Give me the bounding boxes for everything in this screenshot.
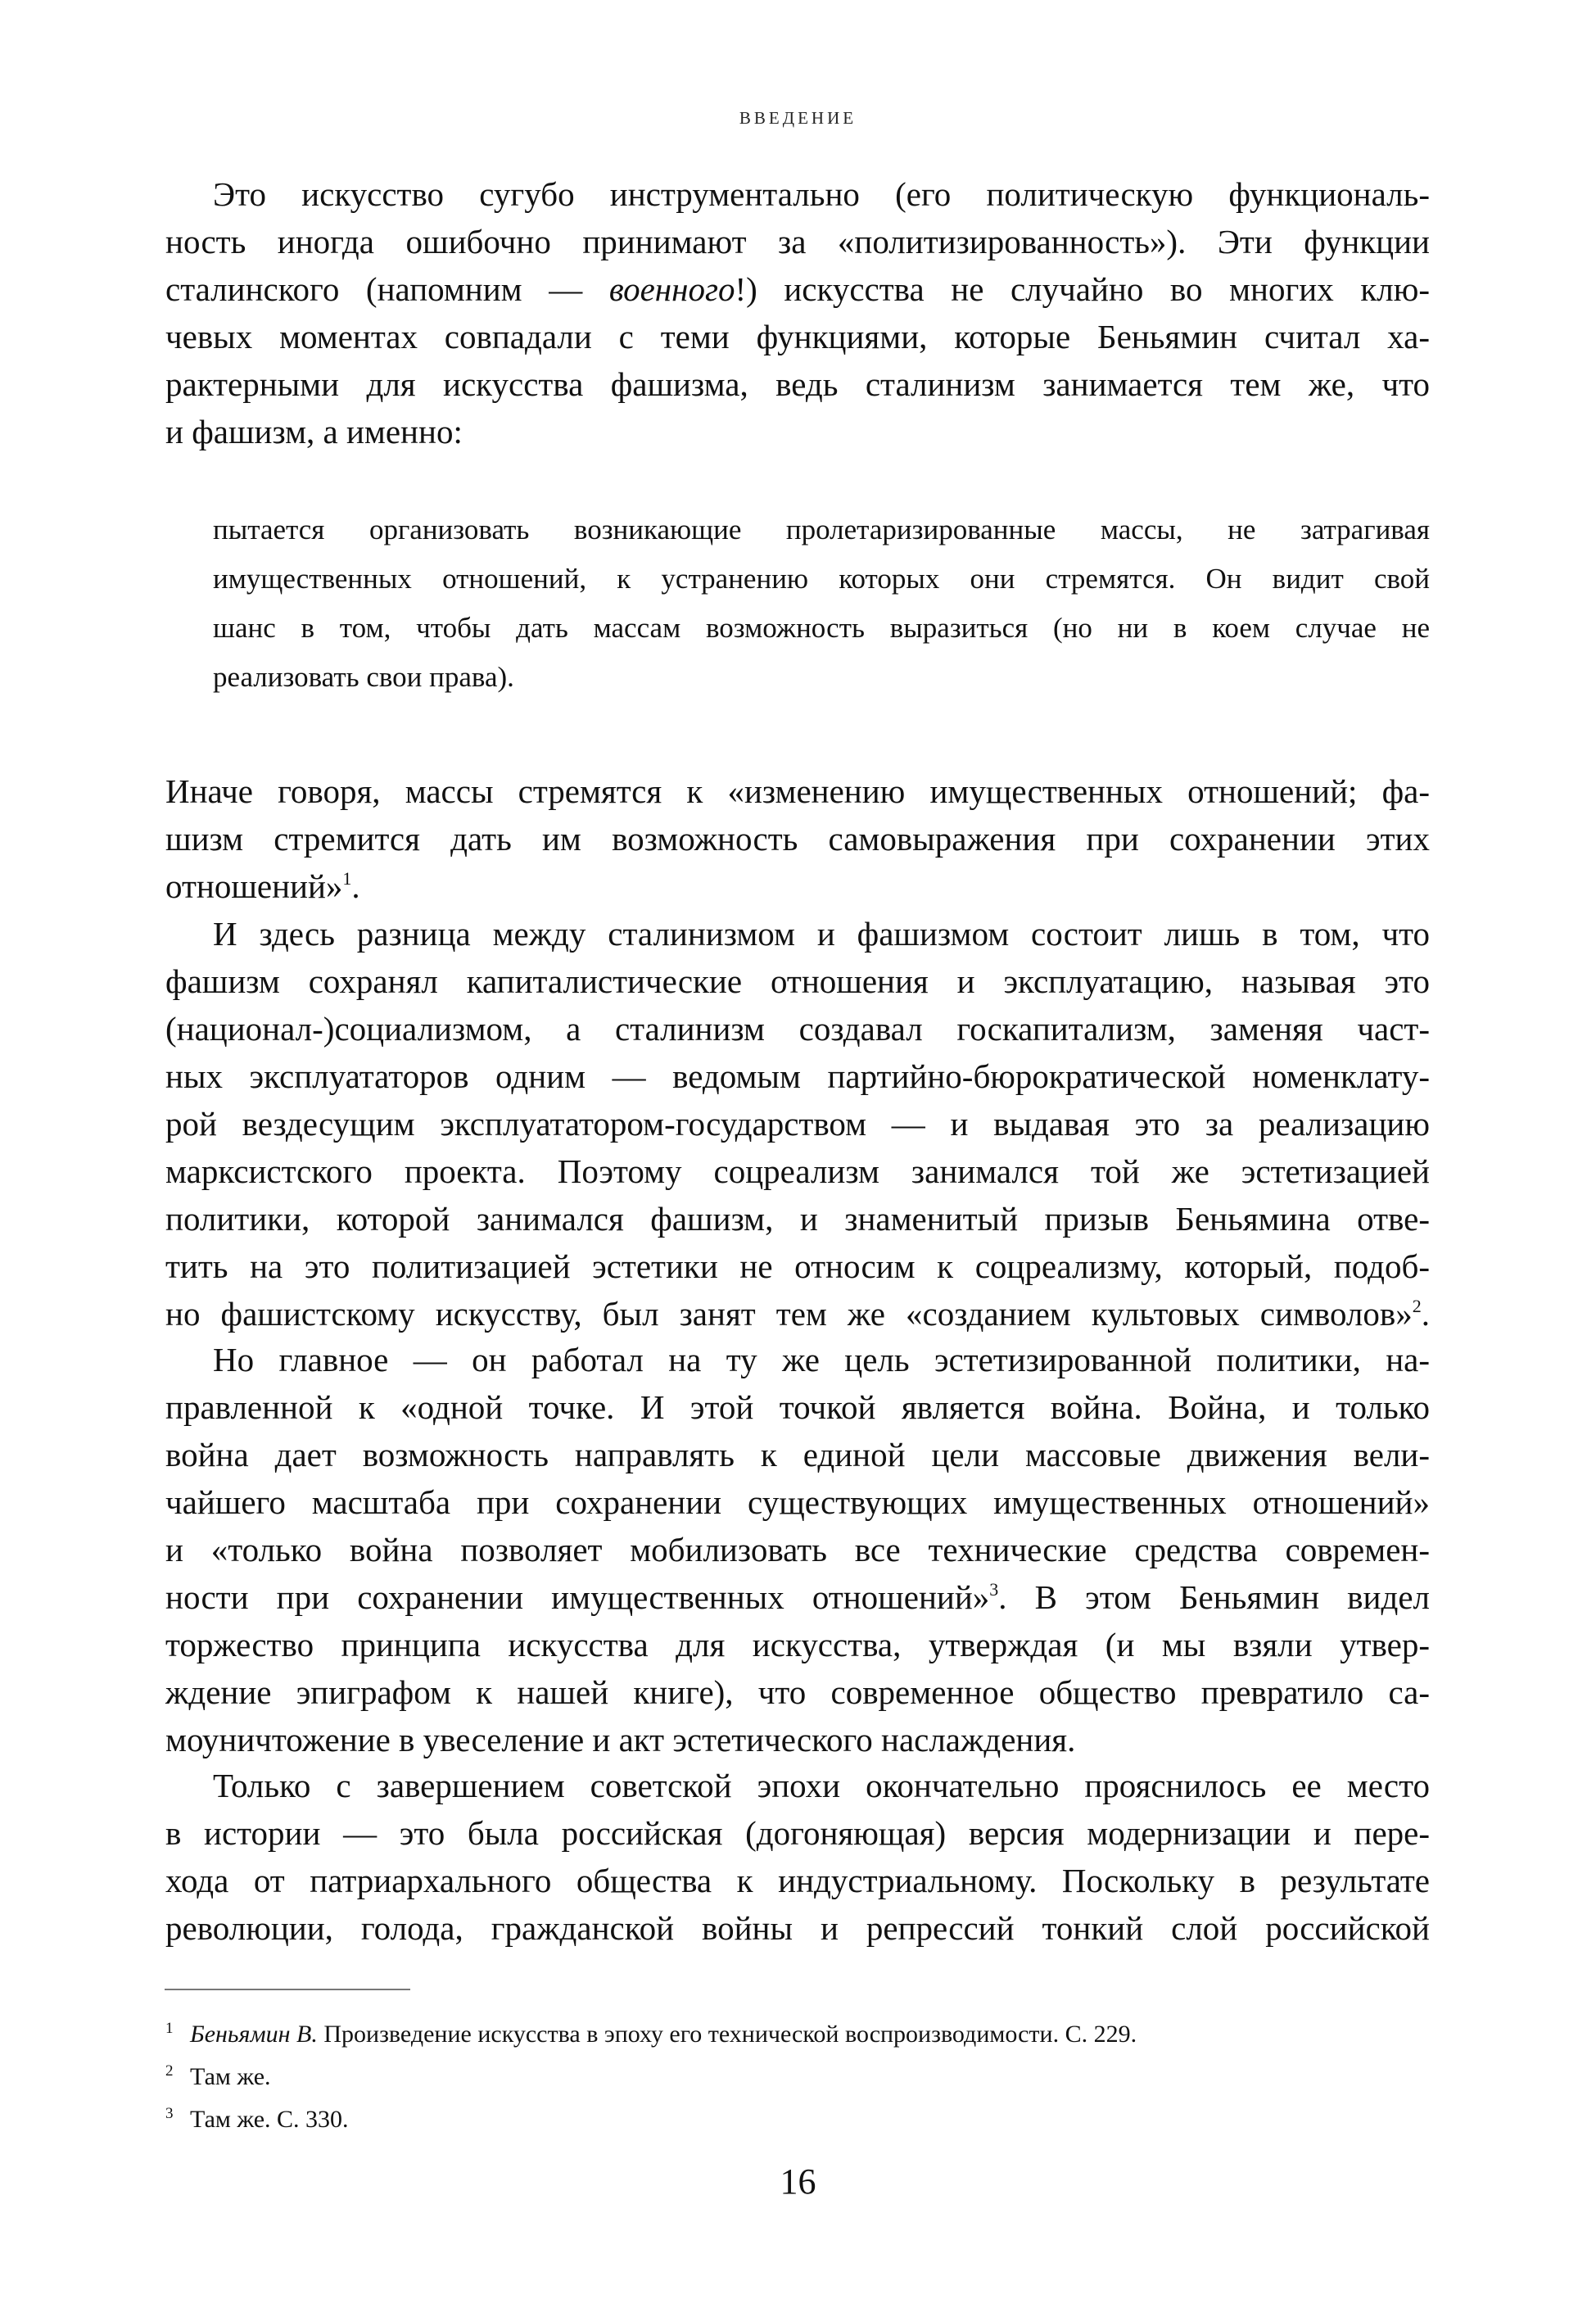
text-line: война дает возможность направлять к единой цели массовые движения вели- [165,1436,1430,1473]
page-number: 16 [780,2161,816,2202]
text-line: И здесь разница между сталинизмом и фашизмом состоит лишь в том, что [213,915,1430,953]
text-line: шизм стремится дать им возможность самовыражения при сохранении этих [165,820,1430,858]
text-line: отношений»$^1$. [165,867,360,905]
body-paragraph-4 [165,1336,1430,1763]
text-line: ности при сохранении имущественных отношений»$^3$. В этом Беньямин видел [165,1578,1430,1616]
footnote-3 [165,2098,1426,2141]
body-paragraph-2 [165,767,1430,910]
text-line: (национал-)социализмом, а сталинизм создавал госкапитализм, заменяя част- [165,1010,1430,1048]
text-line: революции, голода, гражданской войны и репрессий тонкий слой российской [165,1909,1430,1947]
text-line: Только с завершением советской эпохи окончательно прояснилось ее место [213,1767,1430,1804]
text-line: ждение эпиграфом к нашей книге), что современное общество превратило са- [165,1673,1430,1711]
text-line: ных эксплуататоров одним — ведомым партийно-бюрократической номенклату- [165,1057,1430,1095]
footnote-divider [165,1989,410,1990]
text-line: рактерными для искусства фашизма, ведь сталинизм занимается тем же, что [165,365,1430,403]
text-line: Но главное — он работал на ту же цель эстетизированной политики, на- [213,1341,1430,1378]
footnote-2 [165,2056,1426,2098]
footnote-number: 3 [165,2105,174,2122]
footnote-1 [165,2013,1426,2056]
footnote-number: 1 [165,2020,174,2037]
quote-line: имущественных отношений, к устранению которых они стремятся. Он видит свой [213,563,1430,595]
footnote-number: 2 [165,2062,174,2080]
footnote-text: Там же. [190,2063,271,2090]
footnote-text: Произведение искусства в эпоху его технической воспроизводимости. С. 229. [317,2021,1137,2048]
text-line: правленной к «одной точке. И этой точкой является война. Война, и только [165,1388,1430,1426]
text-line: но фашистскому искусству, был занят тем же «созданием культовых символов»$^2$. [165,1295,1430,1333]
quote-line: пытается организовать возникающие пролетаризированные массы, не затрагивая [213,514,1430,545]
footnote-ref-2[interactable]: 2 [1412,1296,1422,1316]
running-head: ВВЕДЕНИЕ [739,108,857,128]
text-line: ность иногда ошибочно принимают за «политизированность»). Эти функции [165,223,1430,260]
footnote-ref-3[interactable]: 3 [989,1579,999,1600]
text-line: торжество принципа искусства для искусства, утверждая (и мы взяли утвер- [165,1626,1430,1663]
text-line: политики, которой занимался фашизм, и знаменитый призыв Беньямина отве- [165,1200,1430,1238]
emphasis-text: военного [608,270,735,308]
quote-line: шанс в том, чтобы дать массам возможность выразиться (но ни в коем случае не [213,612,1430,644]
text-line: и фашизм, а именно: [165,413,463,450]
text-line: хода от патриархального общества к индустриальному. Поскольку в результате [165,1862,1430,1899]
text-line: чайшего масштаба при сохранении существующих имущественных отношений» [165,1483,1430,1521]
quote-line: реализовать свои права). [213,661,514,693]
footnotes [165,2013,1426,2141]
footnote-author: Беньямин В. [190,2021,318,2048]
text-line: моуничтожение в увеселение и акт эстетического наслаждения. [165,1721,1076,1758]
text-line: в истории — это была российская (догоняющая) версия модернизации и пере- [165,1814,1430,1852]
footnote-text: Там же. С. 330. [190,2106,349,2133]
body-paragraph-5 [165,1762,1430,1952]
text-line: марксистского проекта. Поэтому соцреализм занимался той же эстетизацией [165,1152,1430,1190]
text-line: рой вездесущим эксплуататором-государством — и выдавая это за реализацию [165,1105,1430,1143]
text-line: Это искусство сугубо инструментально (его политическую функциональ- [213,175,1430,213]
block-quote [213,505,1430,702]
body-paragraph-3 [165,910,1430,1338]
text-line: сталинского (напомним — военного!) искусства не случайно во многих клю- [165,270,1430,308]
footnote-ref-1[interactable]: 1 [342,868,352,889]
body-paragraph-1 [165,170,1430,455]
text-line: и «только война позволяет мобилизовать все технические средства современ- [165,1531,1430,1568]
text-line: фашизм сохранял капиталистические отношения и эксплуатацию, называя это [165,962,1430,1000]
text-line: тить на это политизацией эстетики не относим к соцреализму, который, подоб- [165,1247,1430,1285]
text-line: Иначе говоря, массы стремятся к «изменению имущественных отношений; фа- [165,772,1430,810]
text-line: чевых моментах совпадали с теми функциями, которые Беньямин считал ха- [165,318,1430,355]
